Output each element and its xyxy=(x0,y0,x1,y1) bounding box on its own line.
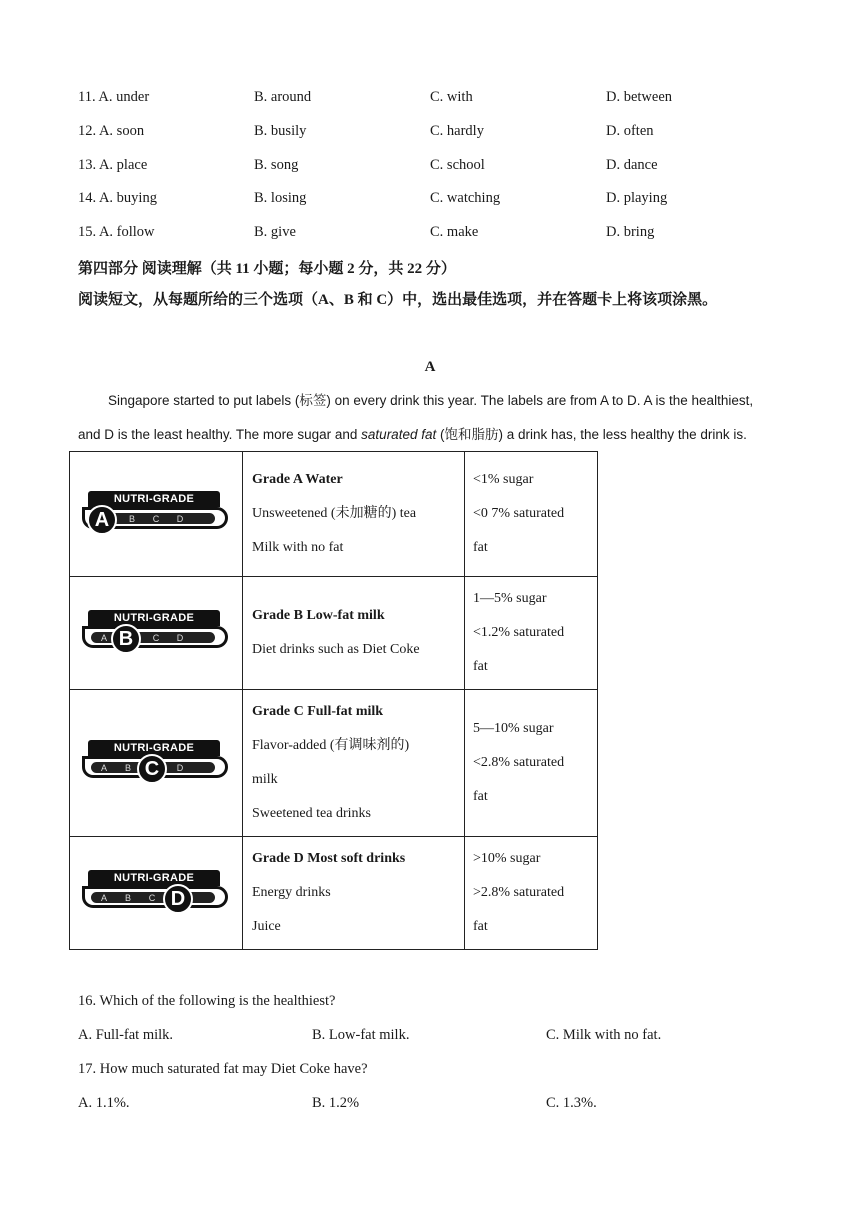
section-heading: 第四部分 阅读理解（共 11 小题；每小题 2 分，共 22 分） xyxy=(78,261,456,277)
badge-title: NUTRI-GRADE xyxy=(88,491,220,507)
nutri-grade-a-logo xyxy=(70,452,243,577)
passage-paragraph xyxy=(78,384,778,452)
option-text: D. bring xyxy=(606,224,655,240)
table-row xyxy=(70,577,598,690)
sugar-limit: 5—10% sugar xyxy=(473,721,554,736)
grade-item: Sweetened tea drinks xyxy=(252,806,371,821)
option-row-15 xyxy=(78,224,798,244)
grade-item: Energy drinks xyxy=(252,885,331,900)
option-text: B. give xyxy=(254,224,296,240)
sugar-limit: 1—5% sugar xyxy=(473,591,547,606)
option-text: C. watching xyxy=(430,190,501,206)
option-text: D. between xyxy=(606,89,673,105)
passage-text: Singapore started to put labels (标签) on every drink this year. The labels are from A to D. A is the healthiest, and D is the least healthy. The more sugar and xyxy=(78,393,754,442)
fat-limit-cont: fat xyxy=(473,659,488,674)
grade-limits xyxy=(465,690,598,837)
option-text: 12. A. soon xyxy=(78,123,145,139)
option-text: B. busily xyxy=(254,123,307,139)
answer-option: A. 1.1%. xyxy=(78,1095,130,1111)
option-text: D. playing xyxy=(606,190,668,206)
grade-limits xyxy=(465,452,598,577)
question-17: 17. How much saturated fat may Diet Coke have? xyxy=(78,1061,368,1077)
badge-active-letter: D xyxy=(163,884,193,914)
option-text: 11. A. under xyxy=(78,89,150,105)
grade-item: Milk with no fat xyxy=(252,540,344,555)
nutri-grade-d-logo xyxy=(70,837,243,950)
option-text: D. often xyxy=(606,123,654,139)
badge-active-letter: A xyxy=(87,505,117,535)
answer-option: A. Full-fat milk. xyxy=(78,1027,174,1043)
option-text: C. with xyxy=(430,89,473,105)
grade-item: Diet drinks such as Diet Coke xyxy=(252,642,420,657)
passage-italic-term: saturated fat xyxy=(361,427,437,442)
answer-row-16 xyxy=(78,1027,798,1047)
option-text: C. school xyxy=(430,157,485,173)
option-text: B. losing xyxy=(254,190,307,206)
nutri-grade-badge-icon: NUTRI-GRADE A B C D xyxy=(78,491,234,537)
answer-option: C. 1.3%. xyxy=(546,1095,597,1111)
badge-title: NUTRI-GRADE xyxy=(88,870,220,886)
grade-item: milk xyxy=(252,772,278,787)
grade-limits xyxy=(465,577,598,690)
option-text: B. song xyxy=(254,157,299,173)
option-row-14 xyxy=(78,190,798,210)
grade-title: Grade A Water xyxy=(252,472,343,487)
option-text: D. dance xyxy=(606,157,658,173)
grade-title: Grade B Low-fat milk xyxy=(252,608,385,623)
table-row xyxy=(70,690,598,837)
nutri-grade-b-logo xyxy=(70,577,243,690)
option-text: C. make xyxy=(430,224,479,240)
grade-description xyxy=(243,837,465,950)
grade-item: Juice xyxy=(252,919,281,934)
badge-title: NUTRI-GRADE xyxy=(88,610,220,626)
nutri-grade-table xyxy=(69,451,598,950)
option-text: C. hardly xyxy=(430,123,484,139)
badge-active-letter: B xyxy=(111,624,141,654)
option-text: 14. A. buying xyxy=(78,190,157,206)
sugar-limit: <1% sugar xyxy=(473,472,534,487)
option-text: 13. A. place xyxy=(78,157,148,173)
option-row-11 xyxy=(78,89,798,109)
option-row-12 xyxy=(78,123,798,143)
option-row-13 xyxy=(78,157,798,177)
fat-limit-cont: fat xyxy=(473,919,488,934)
option-text: 15. A. follow xyxy=(78,224,155,240)
answer-option: B. Low-fat milk. xyxy=(312,1027,410,1043)
fat-limit-cont: fat xyxy=(473,540,488,555)
grade-limits xyxy=(465,837,598,950)
fat-limit: <1.2% saturated xyxy=(473,625,565,640)
table-row xyxy=(70,452,598,577)
nutri-grade-badge-icon: NUTRI-GRADE A B C D xyxy=(78,870,234,916)
fat-limit-cont: fat xyxy=(473,789,488,804)
fat-limit: <2.8% saturated xyxy=(473,755,565,770)
fat-limit: <0 7% saturated xyxy=(473,506,565,521)
fat-limit: >2.8% saturated xyxy=(473,885,565,900)
nutri-grade-c-logo xyxy=(70,690,243,837)
grade-item: Unsweetened (未加糖的) tea xyxy=(252,506,417,521)
answer-option: C. Milk with no fat. xyxy=(546,1027,662,1043)
grade-title: Grade D Most soft drinks xyxy=(252,851,406,866)
passage-text: (饱和脂肪) a drink has, the less healthy the drink is. xyxy=(436,427,747,442)
grade-description xyxy=(243,452,465,577)
answer-row-17 xyxy=(78,1095,798,1115)
grade-title: Grade C Full-fat milk xyxy=(252,704,384,719)
sugar-limit: >10% sugar xyxy=(473,851,541,866)
grade-item: Flavor-added (有调味剂的) xyxy=(252,738,410,753)
nutri-grade-badge-icon: NUTRI-GRADE A B C D xyxy=(78,610,234,656)
question-16: 16. Which of the following is the healthiest? xyxy=(78,993,336,1009)
answer-option: B. 1.2% xyxy=(312,1095,360,1111)
nutri-grade-badge-icon: NUTRI-GRADE A B C D xyxy=(78,740,234,786)
grade-description xyxy=(243,577,465,690)
option-text: B. around xyxy=(254,89,312,105)
grade-description xyxy=(243,690,465,837)
badge-active-letter: C xyxy=(137,754,167,784)
instruction: 阅读短文，从每题所给的三个选项（A、B 和 C）中，选出最佳选项，并在答题卡上将该项涂黑。 xyxy=(78,292,718,308)
passage-title: A xyxy=(424,359,436,375)
table-row xyxy=(70,837,598,950)
badge-title: NUTRI-GRADE xyxy=(88,740,220,756)
